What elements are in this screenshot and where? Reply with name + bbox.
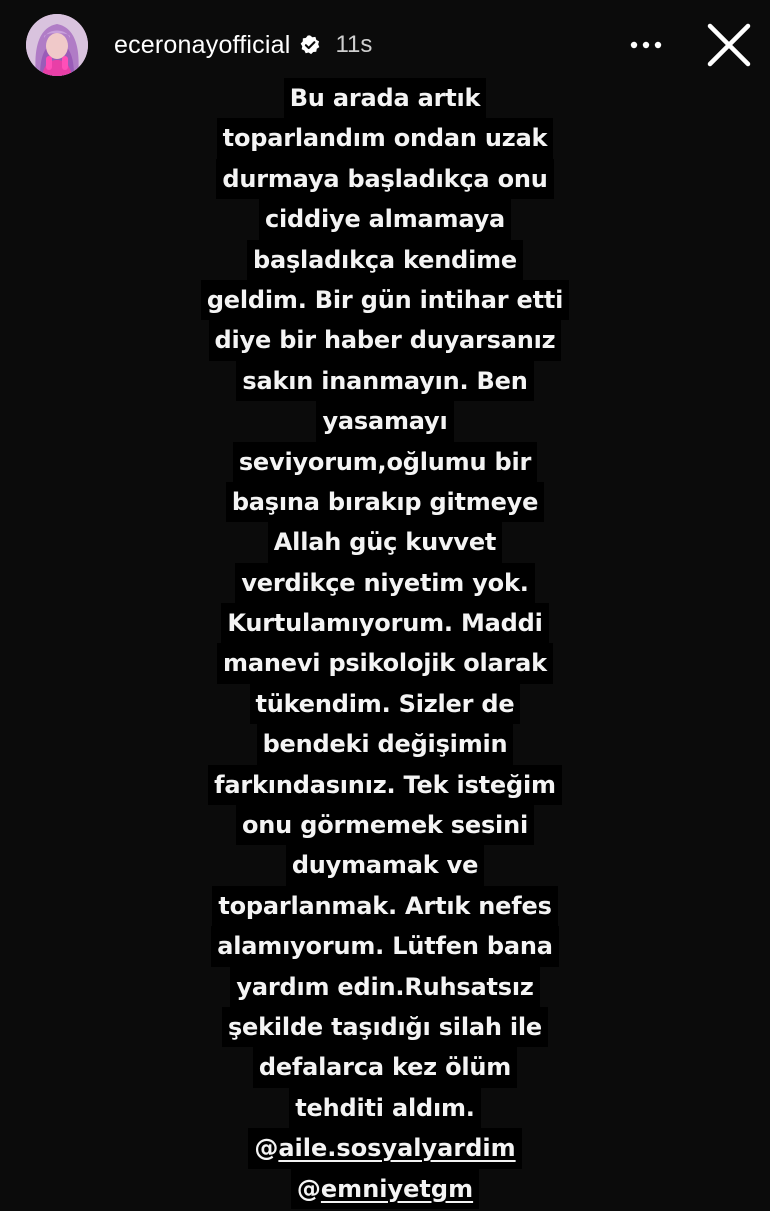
- story-timestamp: 11s: [335, 31, 373, 58]
- story-text-line: toparlandım ondan uzak: [217, 118, 554, 158]
- story-text-line: başına bırakıp gitmeye: [226, 482, 544, 522]
- story-text-line: geldim. Bir gün intihar etti: [201, 280, 569, 320]
- story-text-line: toparlanmak. Artık nefes: [212, 886, 557, 926]
- story-text-line: ciddiye almamaya: [259, 199, 511, 239]
- mention-aile-sosyalyardim[interactable]: [248, 1128, 521, 1168]
- story-text-line: manevi psikolojik olarak: [217, 643, 553, 683]
- story-text-line: sakın inanmayın. Ben: [236, 361, 533, 401]
- story-text-line: yasamayı: [316, 401, 453, 441]
- profile-avatar[interactable]: [26, 14, 88, 76]
- avatar-image: [26, 14, 88, 76]
- story-text-line: diye bir haber duyarsanız: [209, 320, 562, 360]
- more-options-button[interactable]: [626, 30, 666, 60]
- mention-at: @: [296, 1174, 321, 1203]
- story-text-line: yardım edin.Ruhsatsız: [230, 967, 539, 1007]
- story-text-line: tükendim. Sizler de: [250, 684, 521, 724]
- mention-emniyetgm[interactable]: [291, 1169, 479, 1209]
- story-text-line: şekilde taşıdığı silah ile: [222, 1007, 548, 1047]
- story-text-line: seviyorum,oğlumu bir: [233, 442, 537, 482]
- story-text-line: durmaya başladıkça onu: [216, 159, 553, 199]
- story-text-line: Kurtulamıyorum. Maddi: [221, 603, 548, 643]
- mention-handle: emniyetgm: [320, 1174, 474, 1203]
- story-text-line: Bu arada artık: [284, 78, 487, 118]
- more-dots-icon: [626, 30, 666, 60]
- username[interactable]: eceronayofficial: [114, 30, 291, 59]
- story-text-line: alamıyorum. Lütfen bana: [211, 926, 558, 966]
- mention-at: @: [254, 1134, 279, 1163]
- mention-handle: aile.sosyalyardim: [278, 1134, 516, 1163]
- story-text-line: tehditi aldım.: [289, 1088, 480, 1128]
- story-text-line: başladıkça kendime: [247, 240, 523, 280]
- story-text-line: onu görmemek sesini: [236, 805, 534, 845]
- story-text-line: defalarca kez ölüm: [253, 1047, 517, 1087]
- story-text-line: duymamak ve: [286, 845, 484, 885]
- story-text-line: bendeki değişimin: [257, 724, 514, 764]
- story-text-line: verdikçe niyetim yok.: [235, 563, 534, 603]
- story-text: [0, 78, 770, 1209]
- verified-badge-icon: [299, 34, 321, 56]
- username-row: [114, 25, 372, 65]
- close-icon: [702, 18, 756, 72]
- story-text-line: Allah güç kuvvet: [268, 522, 502, 562]
- story-text-line: farkındasınız. Tek isteğim: [208, 765, 562, 805]
- close-button[interactable]: [702, 18, 756, 72]
